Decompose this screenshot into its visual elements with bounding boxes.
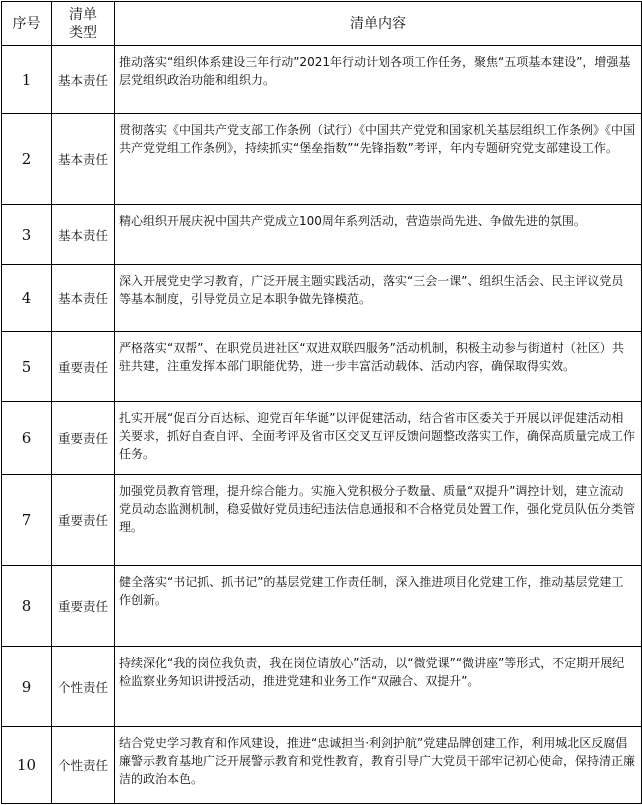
table-header-row bbox=[2, 2, 642, 46]
row-content: 严格落实“双帮”、在职党员进社区“双进双联四服务”活动机制，积极主动参与街道村（社区）共驻共建，注重发挥本部门职能优势，进一步丰富活动载体、活动内容，确保取得实效。 bbox=[115, 332, 642, 402]
row-content: 贯彻落实《中国共产党支部工作条例（试行）《中国共产党党和国家机关基层组织工作条例》《中国共产党党组工作条例》，持续抓实“堡垒指数”“先锋指数”考评，年内专题研究党支部建设工作。 bbox=[115, 114, 642, 205]
row-type: 重要责任 bbox=[52, 402, 115, 475]
row-content: 推动落实“组织体系建设三年行动”2021年行动计划各项工作任务，聚焦“五项基本建设”，增强基层党组织政治功能和组织力。 bbox=[115, 46, 642, 114]
table-row bbox=[2, 402, 642, 475]
row-type: 个性责任 bbox=[52, 727, 115, 804]
row-index: 7 bbox=[2, 475, 52, 566]
row-type: 基本责任 bbox=[52, 205, 115, 265]
row-index: 6 bbox=[2, 402, 52, 475]
header-type bbox=[52, 2, 115, 46]
responsibility-list-table bbox=[1, 1, 642, 804]
row-index: 3 bbox=[2, 205, 52, 265]
row-type: 基本责任 bbox=[52, 114, 115, 205]
row-content: 持续深化“我的岗位我负责，我在岗位请放心”活动，以“微党课”“微讲座”等形式，不定期开展纪检监察业务知识讲授活动，推进党建和业务工作“双融合、双提升”。 bbox=[115, 647, 642, 727]
table-row bbox=[2, 727, 642, 804]
table-row bbox=[2, 205, 642, 265]
header-index: 序号 bbox=[2, 2, 52, 46]
table-row bbox=[2, 265, 642, 332]
row-index: 1 bbox=[2, 46, 52, 114]
header-type-line2: 类型 bbox=[69, 24, 97, 41]
row-content: 精心组织开展庆祝中国共产党成立100周年系列活动，营造崇尚先进、争做先进的氛围。 bbox=[115, 205, 642, 265]
row-content: 健全落实“书记抓、抓书记”的基层党建工作责任制，深入推进项目化党建工作，推动基层党建工作创新。 bbox=[115, 566, 642, 647]
row-index: 10 bbox=[2, 727, 52, 804]
row-type: 基本责任 bbox=[52, 46, 115, 114]
row-type: 重要责任 bbox=[52, 566, 115, 647]
row-index: 5 bbox=[2, 332, 52, 402]
row-type: 个性责任 bbox=[52, 647, 115, 727]
row-content: 加强党员教育管理，提升综合能力。实施入党积极分子数量、质量“双提升”调控计划，建立流动党员动态监测机制，稳妥做好党员违纪违法信息通报和不合格党员处置工作，强化党员队伍分类管理。 bbox=[115, 475, 642, 566]
row-index: 9 bbox=[2, 647, 52, 727]
table-row bbox=[2, 114, 642, 205]
table-row bbox=[2, 566, 642, 647]
row-index: 4 bbox=[2, 265, 52, 332]
table-row bbox=[2, 647, 642, 727]
row-content: 扎实开展“促百分百达标、迎党百年华诞”以评促建活动，结合省市区委关于开展以评促建活动相关要求，抓好自查自评、全面考评及省市区交叉互评反馈问题整改落实工作，确保高质量完成工作任务。 bbox=[115, 402, 642, 475]
row-type: 重要责任 bbox=[52, 332, 115, 402]
row-content: 结合党史学习教育和作风建设，推进“忠诚担当·利剑护航”党建品牌创建工作，利用城北区反腐倡廉警示教育基地广泛开展警示教育和党性教育，教育引导广大党员干部牢记初心使命，保持清正廉洁的政治本色。 bbox=[115, 727, 642, 804]
row-index: 2 bbox=[2, 114, 52, 205]
row-content: 深入开展党史学习教育，广泛开展主题实践活动，落实“三会一课”、组织生活会、民主评议党员等基本制度，引导党员立足本职争做先锋模范。 bbox=[115, 265, 642, 332]
header-type-line1: 清单 bbox=[69, 6, 97, 23]
table-row bbox=[2, 46, 642, 114]
row-type: 重要责任 bbox=[52, 475, 115, 566]
row-index: 8 bbox=[2, 566, 52, 647]
header-content: 清单内容 bbox=[115, 2, 642, 46]
row-type: 基本责任 bbox=[52, 265, 115, 332]
table-row bbox=[2, 332, 642, 402]
table-row bbox=[2, 475, 642, 566]
